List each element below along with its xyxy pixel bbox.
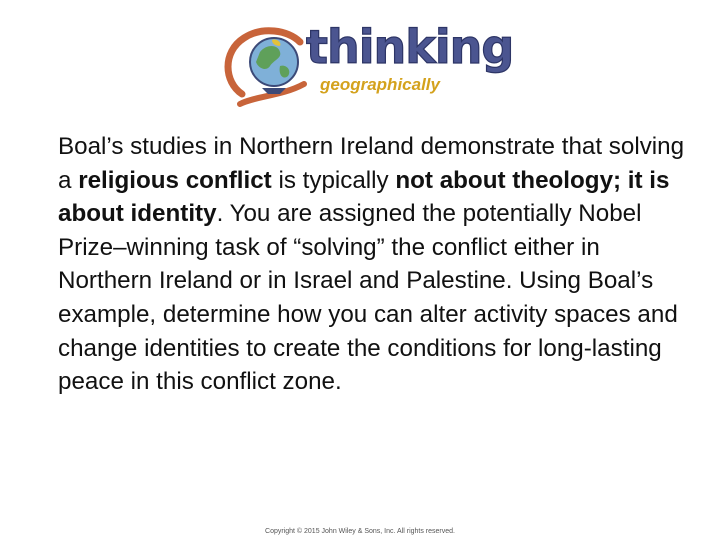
thinking-geographically-logo xyxy=(222,20,514,110)
body-text-bold-segment: religious conflict xyxy=(78,166,272,194)
body-text-bold-segment: not about theology; it is about identity xyxy=(58,166,670,228)
body-text-segment: is typically xyxy=(271,166,396,194)
body-paragraph xyxy=(58,130,688,399)
body-text-segment: . You are assigned the potentially Nobel Prize–winning task of “solving” the conflict either in Northern Ireland or in Israel and Palestine. Using Boal’s example, determine how you can alter activity spaces and change identities to create the conditions for long-lasting peace in this conflict zone. xyxy=(58,200,678,396)
body-text-segment: Boal’s studies in Northern Ireland demonstrate that solving a xyxy=(58,133,685,194)
logo-title: thinking xyxy=(306,20,514,74)
copyright-notice: Copyright © 2015 John Wiley & Sons, Inc. All rights reserved. xyxy=(265,528,455,535)
logo-subtitle: geographically xyxy=(320,75,440,94)
